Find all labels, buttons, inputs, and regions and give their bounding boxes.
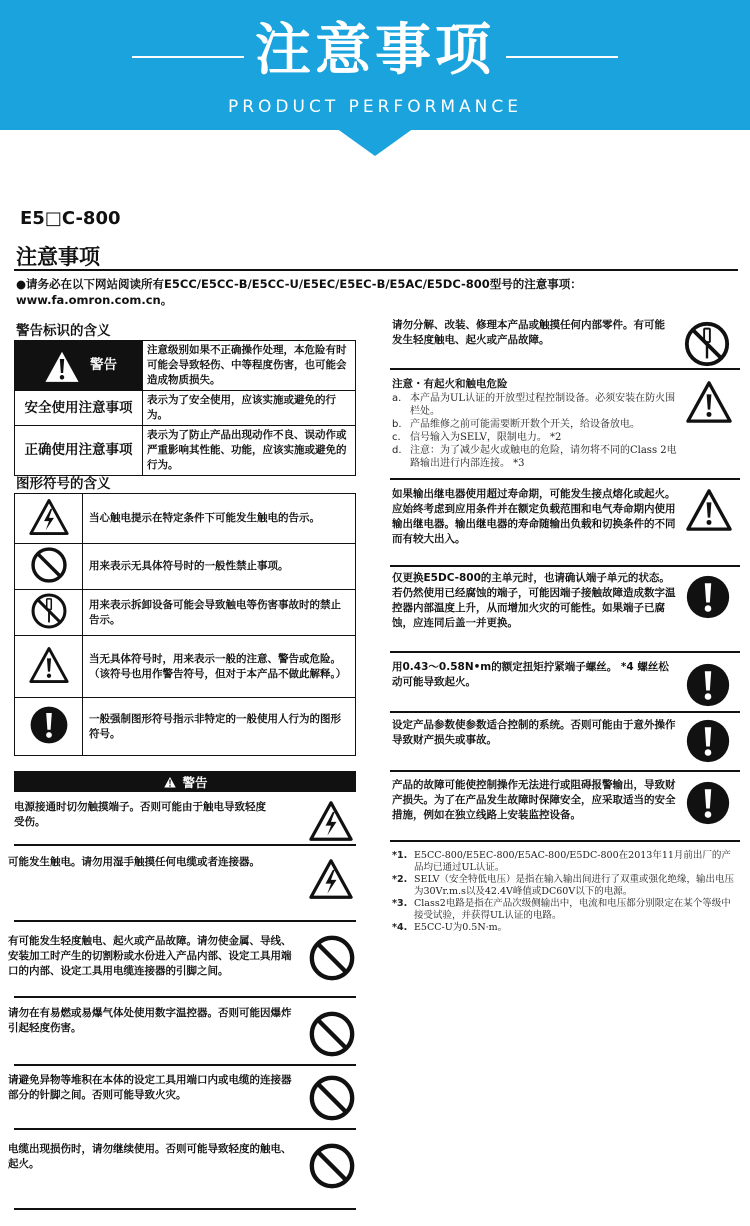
warning-item-text: 可能发生触电。请勿用湿手触摸任何电缆或者连接器。	[8, 856, 260, 868]
relay-warning: 如果输出继电器使用超过寿命期，可能发生接点熔化或起火。应始终考虑到应用条件并在额定负载范围和电气寿命期内使用输出继电器。输出继电器的寿命随输出负载和切换条件的不同而有较大出入。	[392, 488, 676, 545]
footnotes	[392, 850, 740, 934]
fire-shock-list	[392, 392, 682, 470]
table-row	[15, 636, 356, 698]
symbol-desc: 用来表示无具体符号时的一般性禁止事项。	[83, 544, 356, 590]
item-divider	[390, 840, 740, 842]
footnote-item: *1. E5CC-800/E5EC-800/E5AC-800/E5DC-800在2013年11月前出厂的产品均已通过UL认证。	[392, 850, 731, 873]
prohibition-icon	[308, 1142, 356, 1190]
caution-icon	[28, 646, 70, 684]
warning-item-text: 请勿在有易燃或易爆气体处使用数字温控器。否则可能因爆炸引起轻度伤害。	[8, 1007, 292, 1034]
list-item: c. 信号输入为SELV，限制电力。 *2	[392, 432, 562, 443]
mandatory-icon	[685, 718, 731, 764]
prohibition-icon	[308, 1010, 356, 1058]
table-row	[15, 426, 356, 476]
table-row	[15, 494, 356, 544]
prohibition-icon	[308, 934, 356, 982]
item-divider	[14, 1064, 356, 1066]
no-disassembly-icon	[30, 592, 68, 630]
failure-warning: 产品的故障可能使控制操作无法进行或阻碍报警输出，导致财产损失。为了在产品发生故障时保障安全，应采取适当的安全措施，例如在独立线路上安装监控设备。	[392, 779, 676, 821]
mandatory-icon	[685, 780, 731, 826]
electric-shock-icon	[308, 800, 354, 842]
warning-desc: 注意级别如果不正确操作处理，本危险有时可能会导致轻伤、中等程度伤害，也可能会造成物质损失。	[143, 341, 356, 391]
footnote-item: *3. Class2电路是指在产品次级侧输出中，电流和电压都分别限定在某个等级中接受试验，并获得UL认证的电路。	[392, 898, 731, 921]
item-divider	[390, 711, 740, 713]
mandatory-icon	[29, 705, 69, 745]
table-row	[15, 341, 356, 391]
caution-icon	[685, 488, 733, 532]
intro-text: ●请务必在以下网站阅读所有E5CC/E5CC-B/E5CC-U/E5EC/E5EC-B/E5AC/E5DC-800型号的注意事项：www.fa.omron.com.cn。	[16, 277, 582, 307]
safe-use-desc: 表示为了安全使用，应该实施或避免的行为。	[143, 391, 356, 426]
item-divider	[14, 1208, 356, 1210]
symbol-meaning-heading: 图形符号的含义	[16, 476, 111, 492]
disassembly-warning: 请勿分解、改装、修理本产品或触摸任何内部零件。有可能发生轻度触电、起火或产品故障。	[392, 319, 665, 346]
item-divider	[14, 1128, 356, 1130]
item-divider	[14, 996, 356, 998]
no-disassembly-icon	[683, 320, 731, 368]
section-divider	[14, 269, 738, 271]
table-row	[15, 698, 356, 756]
warning-item-text: 有可能发生轻度触电、起火或产品故障。请勿使金属、导线、安装加工时产生的切割粉或水份进入产品内部、设定工具用端口的内部、设定工具用电缆连接器的引脚之间。	[8, 935, 292, 977]
warning-item-text: 请避免异物等堆积在本体的设定工具用端口内或电缆的连接器部分的针脚之间。否则可能导致火灾。	[8, 1074, 292, 1101]
mandatory-icon	[685, 574, 731, 620]
symbol-desc: 当无具体符号时，用来表示一般的注意、警告或危险。（该符号也用作警告符号，但对于本产品不做此解释。）	[83, 636, 356, 698]
mandatory-icon	[685, 662, 731, 708]
model-name: E5□C-800	[20, 208, 121, 229]
item-divider	[390, 565, 740, 567]
warning-bar-label: 警告	[182, 774, 208, 790]
banner-subtitle: PRODUCT PERFORMANCE	[227, 97, 523, 117]
symbol-meaning-table	[14, 493, 356, 756]
electric-shock-icon	[28, 498, 70, 536]
symbol-desc: 当心触电提示在特定条件下可能发生触电的告示。	[83, 494, 356, 544]
symbol-desc: 一般强制图形符号指示非特定的一般使用人行为的图形符号。	[83, 698, 356, 756]
list-item: b. 产品维修之前可能需要断开数个开关，给设备放电。	[392, 419, 640, 430]
caution-icon	[685, 380, 733, 424]
prohibition-icon	[30, 546, 68, 584]
caution-icon	[162, 775, 178, 789]
item-divider	[390, 770, 740, 772]
item-divider	[14, 844, 356, 846]
warning-label: 警告	[90, 357, 117, 373]
item-divider	[390, 478, 740, 480]
warning-item-text: 电源接通时切勿触摸端子。否则可能由于触电导致轻度受伤。	[14, 801, 266, 828]
item-divider	[14, 920, 356, 922]
warning-bar	[14, 771, 356, 792]
symbol-desc: 用来表示拆卸设备可能会导致触电等伤害事故时的禁止告示。	[83, 590, 356, 636]
prohibition-icon	[308, 1074, 356, 1122]
caution-icon	[40, 346, 84, 386]
terminal-warning: 仅更换E5DC-800的主单元时，也请确认端子单元的状态。若仍然使用已经腐蚀的端子，可能因端子接触故障造成数字温控器内部温度上升，从而增加火灾的可能性。如果端子已腐蚀，应连同后盖一并更换。	[392, 572, 676, 629]
electric-shock-icon	[308, 858, 354, 900]
table-row	[15, 391, 356, 426]
table-row	[15, 544, 356, 590]
fire-shock-heading: 注意・有起火和触电危险	[392, 378, 508, 390]
warning-meaning-table	[14, 340, 356, 476]
warning-label-cell	[15, 341, 143, 391]
section-title: 注意事项	[16, 245, 100, 269]
parameter-warning: 设定产品参数使参数适合控制的系统。否则可能由于意外操作导致财产损失或事故。	[392, 719, 676, 746]
correct-use-label: 正确使用注意事项	[15, 426, 143, 476]
banner-pointer	[336, 128, 414, 156]
item-divider	[390, 651, 740, 653]
warning-item-text: 电缆出现损伤时，请勿继续使用。否则可能导致轻度的触电、起火。	[8, 1143, 292, 1170]
safe-use-label: 安全使用注意事项	[15, 391, 143, 426]
correct-use-desc: 表示为了防止产品出现动作不良、误动作或严重影响其性能、功能，应该实施或避免的行为。	[143, 426, 356, 476]
table-row	[15, 590, 356, 636]
banner-title: 注意事项	[255, 18, 495, 83]
footnote-item: *2. SELV（安全特低电压）是指在输入输出间进行了双重或强化绝缘，输出电压为30Vr.m.s以及42.4V峰值或DC60V以下的电源。	[392, 874, 734, 897]
item-divider	[390, 368, 740, 370]
torque-warning: 用0.43～0.58N•m的额定扭矩拧紧端子螺丝。 *4 螺丝松动可能导致起火。	[392, 661, 669, 688]
warning-meaning-heading: 警告标识的含义	[16, 323, 111, 339]
list-item: a. 本产品为UL认证的开放型过程控制设备。必须安装在防火围栏处。	[392, 393, 676, 417]
footnote-item: *4. E5CC-U为0.5N·m。	[392, 922, 508, 933]
list-item: d. 注意：为了减少起火或触电的危险，请勿将不同的Class 2电路输出进行内部连接。 *3	[392, 445, 677, 469]
